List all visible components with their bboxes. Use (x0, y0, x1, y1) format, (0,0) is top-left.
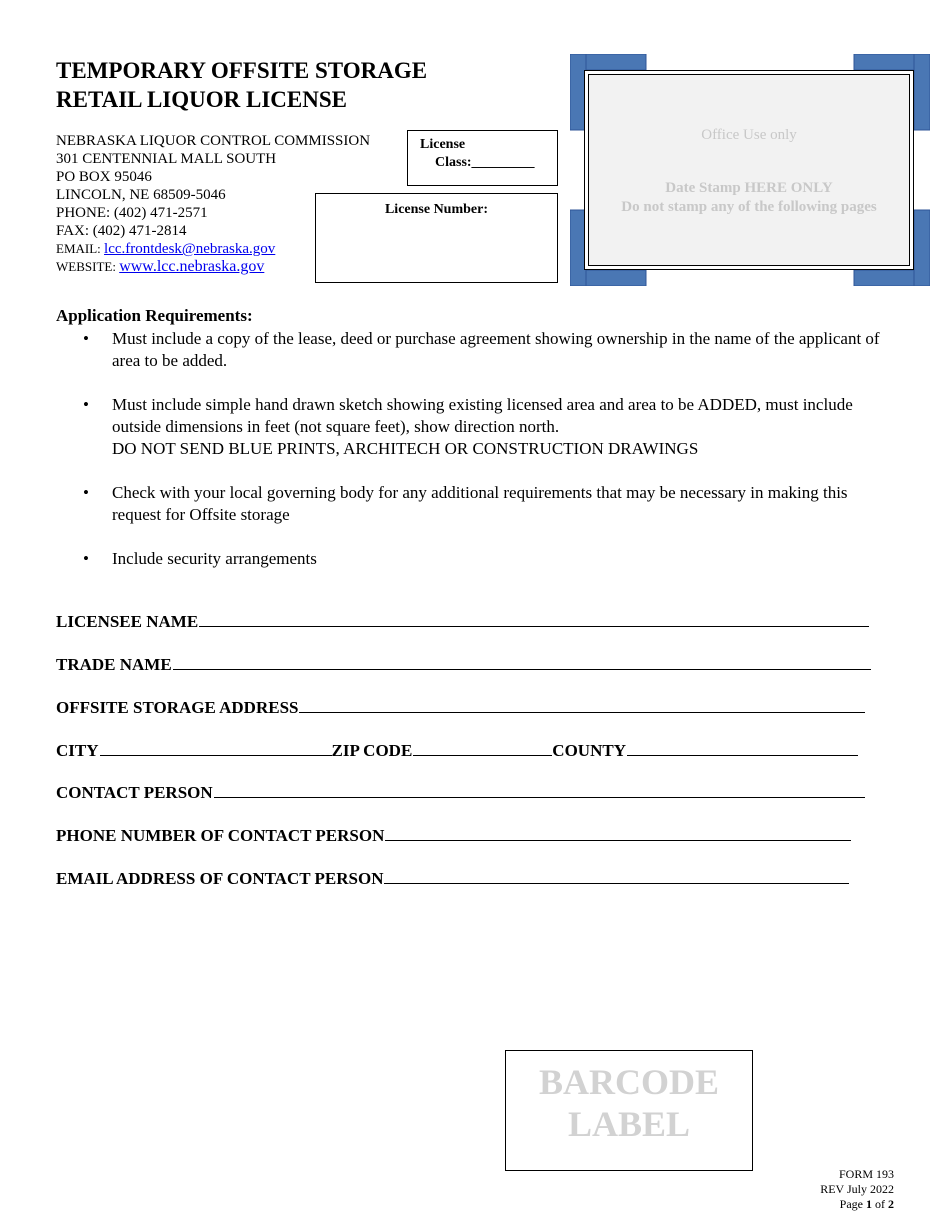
contact-email-input[interactable] (384, 869, 849, 884)
bracket-top-right-v (914, 54, 930, 130)
form-footer (820, 1167, 894, 1212)
county-label: COUNTY (552, 741, 626, 760)
requirement-item (56, 548, 896, 570)
office-use-label: Office Use only (701, 127, 797, 143)
zip-input[interactable] (413, 741, 552, 756)
form-revision: REV July 2022 (820, 1182, 894, 1196)
county-input[interactable] (627, 741, 858, 756)
contact-phone-label: PHONE NUMBER OF CONTACT PERSON (56, 826, 385, 845)
requirement-text: Include security arrangements (112, 549, 317, 568)
bracket-bottom-right-v (914, 210, 930, 286)
bullet-icon: • (83, 329, 89, 348)
form-number: FORM 193 (838, 1167, 894, 1181)
agency-street: 301 CENTENNIAL MALL SOUTH (56, 151, 277, 167)
requirement-item (56, 394, 896, 460)
bracket-top-left-v (570, 54, 586, 130)
date-stamp-area (570, 54, 930, 286)
trade-name-row (56, 655, 871, 675)
offsite-address-label: OFFSITE STORAGE ADDRESS (56, 698, 299, 717)
page-total: 2 (888, 1197, 894, 1211)
page-indicator (820, 1197, 894, 1212)
page-number: 1 (866, 1197, 872, 1211)
date-stamp-label: Date Stamp HERE ONLY (665, 180, 833, 196)
license-class-box (407, 130, 558, 186)
requirement-warning: DO NOT SEND BLUE PRINTS, ARCHITECH OR CONSTRUCTION DRAWINGS (112, 439, 699, 458)
website-link[interactable]: www.lcc.nebraska.gov (119, 258, 265, 275)
trade-name-label: TRADE NAME (56, 655, 172, 674)
page-prefix: Page (839, 1197, 866, 1211)
bullet-icon: • (83, 483, 89, 502)
requirements-title: Application Requirements: (56, 306, 253, 325)
trade-name-input[interactable] (173, 655, 871, 670)
requirement-text: Must include a copy of the lease, deed or purchase agreement showing ownership in the name of the applicant of area to be added. (112, 329, 880, 370)
contact-email-row (56, 869, 849, 889)
requirements-list (56, 328, 896, 592)
licensee-name-label: LICENSEE NAME (56, 612, 199, 631)
requirement-text: Must include simple hand drawn sketch showing existing licensed area and area to be ADDED, must include outside dimensions in feet (not square feet), show direction north. (112, 395, 853, 436)
page-mid: of (872, 1197, 888, 1211)
form-title (56, 56, 427, 114)
title-line-2: RETAIL LIQUOR LICENSE (56, 87, 347, 112)
requirement-item (56, 328, 896, 372)
email-label: EMAIL: (56, 241, 105, 256)
contact-person-row (56, 783, 865, 803)
contact-person-label: CONTACT PERSON (56, 783, 213, 802)
barcode-label-box (505, 1050, 753, 1171)
zip-label: ZIP CODE (331, 741, 413, 760)
requirement-text: Check with your local governing body for any additional requirements that may be necessary in making this request for Offsite storage (112, 483, 848, 524)
label-text: LABEL (567, 1104, 691, 1144)
bracket-bottom-left-v (570, 210, 586, 286)
agency-name: NEBRASKA LIQUOR CONTROL COMMISSION (56, 133, 371, 149)
license-number-box (315, 193, 558, 283)
license-number-label: License Number: (384, 202, 489, 217)
offsite-address-input[interactable] (299, 698, 865, 713)
agency-fax: FAX: (402) 471-2814 (56, 223, 187, 239)
do-not-stamp-label: Do not stamp any of the following pages (621, 199, 877, 215)
city-zip-county-row (56, 741, 858, 761)
contact-email-label: EMAIL ADDRESS OF CONTACT PERSON (56, 869, 384, 888)
bullet-icon: • (83, 395, 89, 414)
contact-phone-input[interactable] (385, 826, 851, 841)
barcode-text: BARCODE (538, 1062, 720, 1102)
agency-city: LINCOLN, NE 68509-5046 (56, 187, 226, 203)
email-link[interactable]: lcc.frontdesk@nebraska.gov (104, 241, 276, 257)
requirement-item (56, 482, 896, 526)
contact-phone-row (56, 826, 851, 846)
license-class-field: Class:_________ (435, 155, 535, 170)
licensee-name-input[interactable] (199, 612, 869, 627)
contact-person-input[interactable] (214, 783, 865, 798)
city-input[interactable] (100, 741, 332, 756)
offsite-address-row (56, 698, 865, 718)
stamp-box (588, 74, 910, 266)
agency-pobox: PO BOX 95046 (56, 169, 152, 185)
date-stamp-note (589, 179, 909, 217)
title-line-1: TEMPORARY OFFSITE STORAGE (56, 58, 428, 83)
bullet-icon: • (83, 549, 89, 568)
agency-phone: PHONE: (402) 471-2571 (56, 205, 208, 221)
license-class-label: License (420, 137, 466, 152)
website-label: WEBSITE: (56, 259, 120, 274)
licensee-name-row (56, 612, 869, 632)
city-label: CITY (56, 741, 99, 760)
